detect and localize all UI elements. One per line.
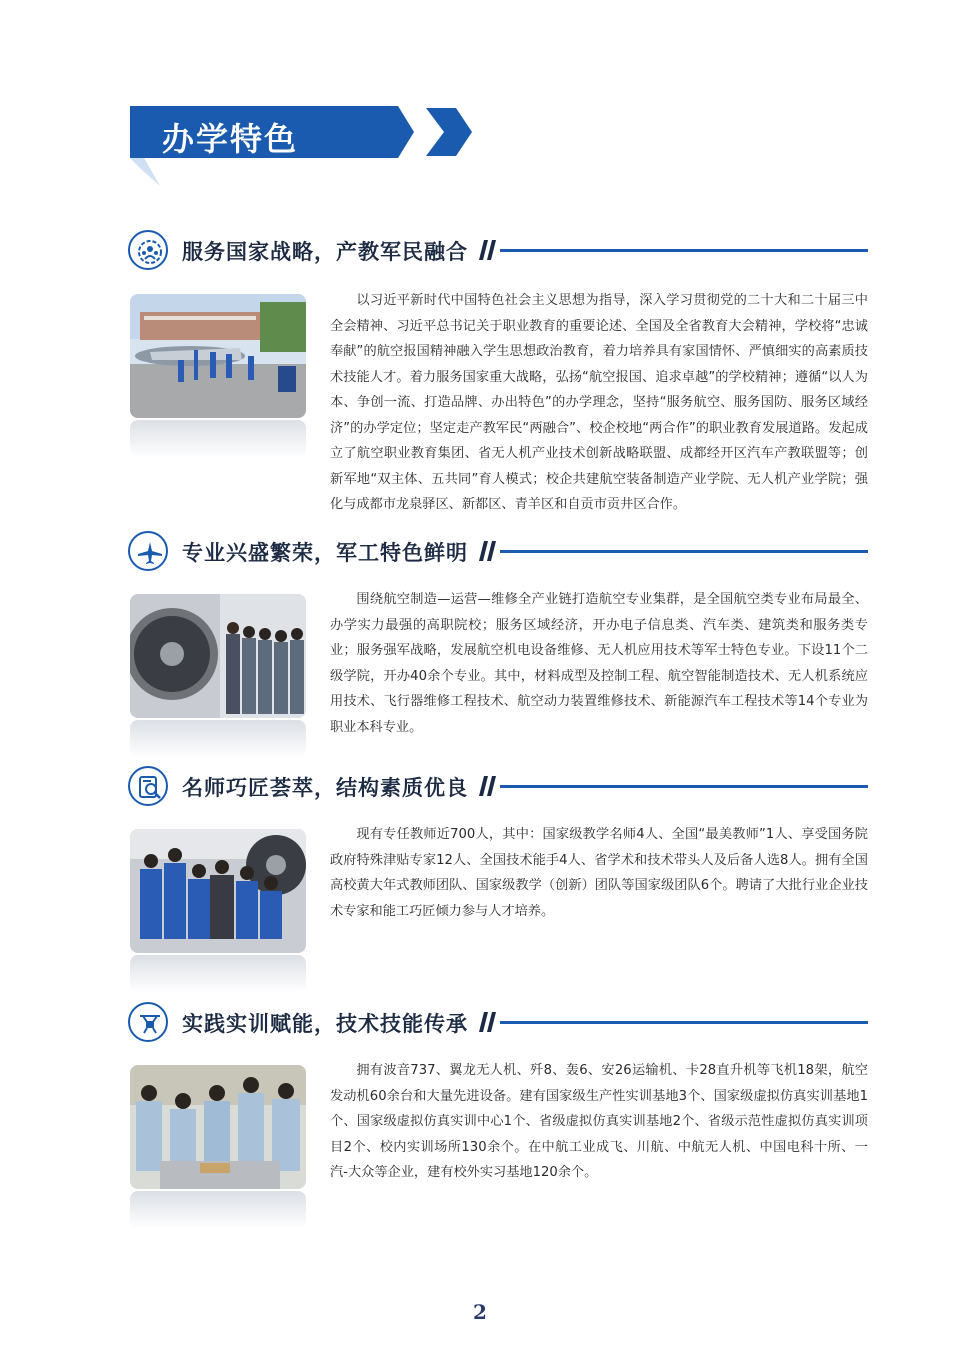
people-gear-icon	[128, 230, 168, 270]
section-rule	[500, 550, 868, 553]
section-header	[128, 1002, 868, 1044]
aircraft-icon	[128, 531, 168, 571]
page-number: 2	[473, 1300, 487, 1324]
section-header	[128, 766, 868, 808]
section-specialties	[128, 531, 868, 751]
section-header	[128, 531, 868, 573]
slash-decoration	[478, 539, 500, 563]
slash-decoration	[478, 1010, 500, 1034]
section-body-text: 以习近平新时代中国特色社会主义思想为指导，深入学习贯彻党的二十大和二十届三中全会精神、习近平总书记关于职业教育的重要论述、全国及全省教育大会精神，学校将“忠诚奉献”的航空报国精神融入学生思想政治教育，着力培养具有家国情怀、严慎细实的高素质技术技能人才。着力服务国家重大战略，弘扬“航空报国、追求卓越”的学校精神；遵循“以人为本、争创一流、打造品牌、办出特色”的办学理念，坚持“服务航空、服务国防、服务区域经济”的办学定位；坚定走产教军民“两融合”、校企校地“两合作”的职业教育发展道路。发起成立了航空职业教育集团、省无人机产业技术创新战略联盟、成都经开区汽车产教联盟等；创新军地“双主体、五共同”育人模式；校企共建航空装备制造产业学院、无人机产业学院；强化与成都市龙泉驿区、新都区、青羊区和自贡市贡井区合作。	[330, 293, 868, 512]
section-rule	[500, 249, 868, 252]
section-title: 服务国家战略，产教军民融合	[182, 240, 468, 264]
section-rule	[500, 785, 868, 788]
section-header	[128, 230, 868, 272]
drone-icon	[128, 1002, 168, 1042]
page-header-banner	[130, 106, 475, 186]
section-body-text: 现有专任教师近700人，其中：国家级教学名师4人、全国“最美教师”1人、享受国务院政府特殊津贴专家12人、全国技术能手4人、省学术和技术带头人及后备人选8人。拥有全国高校黄大年式教师团队、国家级教学（创新）团队等国家级团队6个。聘请了大批行业企业技术专家和能工巧匠倾力参与人才培养。	[330, 827, 868, 919]
section-teachers	[128, 766, 868, 986]
section-body-text: 拥有波音737、翼龙无人机、歼8、轰6、安26运输机、卡28直升机等飞机18架，航空发动机60余台和大量先进设备。建有国家级生产性实训基地3个、国家级虚拟仿真实训基地1个、国家级虚拟仿真实训中心1个、省级虚拟仿真实训基地2个、省级示范性虚拟仿真实训项目2个、校内实训场所130余个。在中航工业成飞、川航、中航无人机、中国电科十所、一汽-大众等企业，建有校外实习基地120余个。	[330, 1063, 868, 1180]
section-service-strategy	[128, 230, 868, 520]
section-practice-training	[128, 1002, 868, 1222]
slash-decoration	[478, 774, 500, 798]
section-title: 实践实训赋能，技术技能传承	[182, 1012, 468, 1036]
section-title: 专业兴盛繁荣，军工特色鲜明	[182, 541, 468, 565]
section-title: 名师巧匠荟萃，结构素质优良	[182, 776, 468, 800]
slash-decoration	[478, 238, 500, 262]
section-rule	[500, 1021, 868, 1024]
page-title: 办学特色	[162, 120, 299, 158]
teacher-search-icon	[128, 766, 168, 806]
section-body-text: 围绕航空制造—运营—维修全产业链打造航空专业集群，是全国航空类专业布局最全、办学实力最强的高职院校；服务区域经济，开办电子信息类、汽车类、建筑类和服务类专业；服务强军战略，发展航空机电设备维修、无人机应用技术等军士特色专业。下设11个二级学院，开办40余个专业。其中，材料成型及控制工程、航空智能制造技术、无人机系统应用技术、飞行器维修工程技术、航空动力装置维修技术、新能源汽车工程技术等14个专业为职业本科专业。	[330, 592, 868, 735]
